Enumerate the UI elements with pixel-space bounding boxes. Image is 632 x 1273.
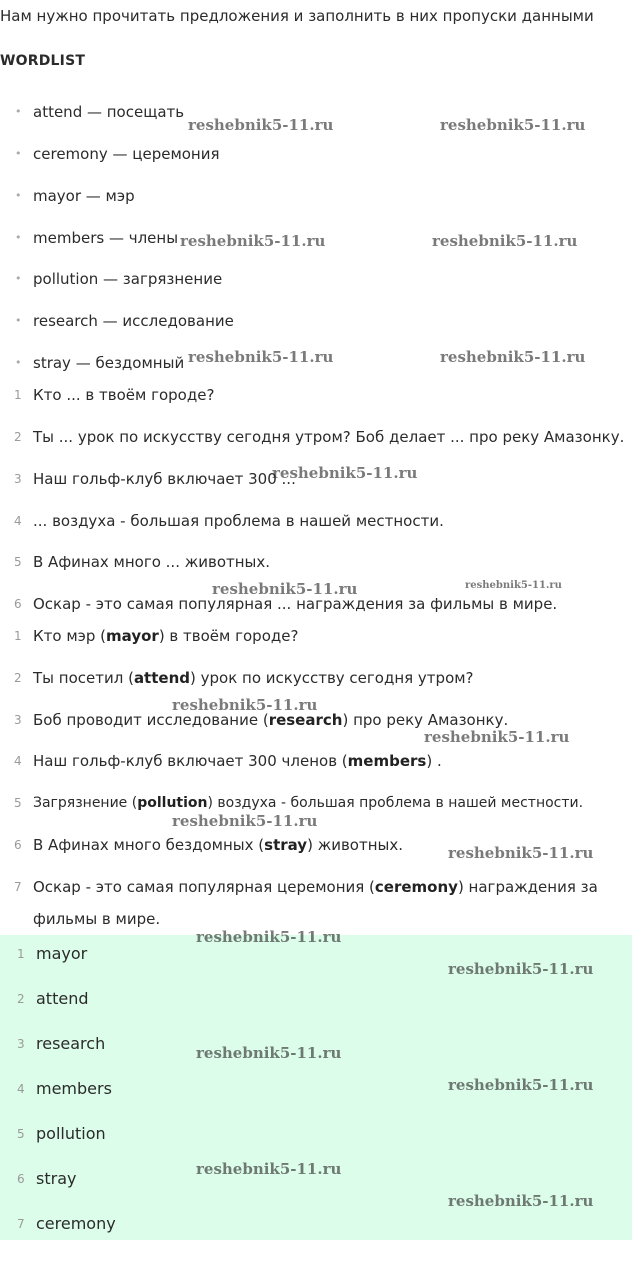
watermark: reshebnik5-11.ru [212, 580, 358, 598]
intro-text: Нам нужно прочитать предложения и заполнить в них пропуски данными [0, 7, 594, 25]
watermark: reshebnik5-11.ru [196, 928, 342, 946]
question-item [14, 385, 215, 405]
item-number: 1 [17, 947, 25, 961]
wordlist-item: • stray — бездомный [33, 353, 184, 373]
final-answer-word: stray [36, 1169, 77, 1188]
final-answers-panel [0, 935, 632, 1240]
answer-text: Оскар - это самая популярная церемония ( [33, 878, 375, 896]
wordlist-item: • attend — посещать [33, 102, 184, 122]
question-item [14, 552, 271, 572]
watermark: reshebnik5-11.ru [172, 696, 318, 714]
question-text: Ты ... урок по искусству сегодня утром? Боб делает ... про реку Амазонку. [33, 428, 625, 446]
item-number: 4 [14, 754, 22, 768]
answer-item [14, 751, 442, 771]
question-text: Кто ... в твоём городе? [33, 386, 215, 404]
watermark: reshebnik5-11.ru [465, 580, 562, 591]
answer-item [14, 835, 404, 855]
item-number: 6 [14, 597, 22, 611]
final-answer-item [17, 1169, 77, 1189]
item-number: 3 [14, 472, 22, 486]
answer-item [14, 710, 509, 730]
wordlist-item: • mayor — мэр [33, 186, 135, 206]
final-answer-word: ceremony [36, 1214, 116, 1233]
item-number: 5 [14, 555, 22, 569]
answer-text: Наш гольф-клуб включает 300 членов ( [33, 752, 348, 770]
watermark: reshebnik5-11.ru [272, 464, 418, 482]
answer-word: mayor [106, 627, 159, 645]
watermark: reshebnik5-11.ru [448, 960, 594, 978]
item-number: 5 [14, 796, 22, 810]
item-number: 1 [14, 629, 22, 643]
answer-word: pollution [137, 795, 208, 811]
item-number: 2 [14, 430, 22, 444]
watermark: reshebnik5-11.ru [448, 1192, 594, 1210]
answer-text: Загрязнение ( [33, 795, 138, 811]
answer-word: ceremony [374, 878, 458, 896]
watermark: reshebnik5-11.ru [172, 812, 318, 830]
answer-word: attend [133, 669, 190, 687]
watermark: reshebnik5-11.ru [188, 116, 334, 134]
wordlist-item: • pollution — загрязнение [33, 269, 222, 289]
item-number: 7 [17, 1217, 25, 1231]
answer-item [14, 668, 474, 688]
answer-item [14, 626, 299, 646]
answer-item [14, 793, 584, 813]
item-number: 3 [14, 713, 22, 727]
answer-text: В Афинах много бездомных ( [33, 836, 265, 854]
item-number: 7 [14, 880, 22, 894]
final-answer-item [17, 1079, 112, 1099]
item-number: 6 [17, 1172, 25, 1186]
final-answer-item [17, 989, 89, 1009]
answer-word: research [268, 711, 343, 729]
item-number: 5 [17, 1127, 25, 1141]
question-text: Оскар - это самая популярная ... награждения за фильмы в мире. [33, 595, 558, 613]
question-text: В Афинах много ... животных. [33, 553, 271, 571]
answer-text: ) животных. [307, 836, 404, 854]
answer-text: Ты посетил ( [33, 669, 134, 687]
question-text: ... воздуха - большая проблема в нашей местности. [33, 512, 444, 530]
question-item [14, 469, 296, 489]
final-answer-word: attend [36, 989, 89, 1008]
final-answer-item [17, 944, 88, 964]
final-answer-item [17, 1034, 106, 1054]
question-item [14, 594, 558, 614]
final-answer-item [17, 1214, 116, 1234]
answer-text: ) в твоём городе? [158, 627, 299, 645]
final-answer-word: members [36, 1079, 112, 1098]
watermark: reshebnik5-11.ru [196, 1160, 342, 1178]
final-answer-word: pollution [36, 1124, 106, 1143]
answer-text: Кто мэр ( [33, 627, 107, 645]
item-number: 1 [14, 388, 22, 402]
watermark: reshebnik5-11.ru [432, 232, 578, 250]
watermark: reshebnik5-11.ru [188, 348, 334, 366]
final-answer-word: research [36, 1034, 106, 1053]
wordlist-item: • members — члены [33, 228, 178, 248]
wordlist-item: • ceremony — церемония [33, 144, 220, 164]
wordlist-heading: WORDLIST [0, 53, 86, 69]
watermark: reshebnik5-11.ru [196, 1044, 342, 1062]
question-text: Наш гольф-клуб включает 300 ... [33, 470, 296, 488]
watermark: reshebnik5-11.ru [424, 728, 570, 746]
answer-text: ) . [426, 752, 442, 770]
final-answer-item [17, 1124, 106, 1144]
final-answer-word: mayor [36, 944, 88, 963]
item-number: 6 [14, 838, 22, 852]
watermark: reshebnik5-11.ru [180, 232, 326, 250]
answer-text: Боб проводит исследование ( [33, 711, 269, 729]
item-number: 2 [14, 671, 22, 685]
item-number: 4 [14, 514, 22, 528]
answer-text: ) награждения за [457, 878, 598, 896]
answer-item-continuation: фильмы в мире. [33, 910, 161, 928]
answer-text: ) про реку Амазонку. [342, 711, 509, 729]
answer-word: members [347, 752, 427, 770]
item-number: 2 [17, 992, 25, 1006]
wordlist-item: • research — исследование [33, 311, 234, 331]
question-item [14, 427, 625, 447]
item-number: 4 [17, 1082, 25, 1096]
answer-text: ) урок по искусству сегодня утром? [190, 669, 474, 687]
answer-word: stray [264, 836, 308, 854]
answer-text: ) воздуха - большая проблема в нашей местности. [207, 795, 584, 811]
item-number: 3 [17, 1037, 25, 1051]
watermark: reshebnik5-11.ru [448, 844, 594, 862]
watermark: reshebnik5-11.ru [448, 1076, 594, 1094]
watermark: reshebnik5-11.ru [440, 348, 586, 366]
watermark: reshebnik5-11.ru [440, 116, 586, 134]
question-item [14, 511, 444, 531]
answer-item [14, 877, 598, 897]
